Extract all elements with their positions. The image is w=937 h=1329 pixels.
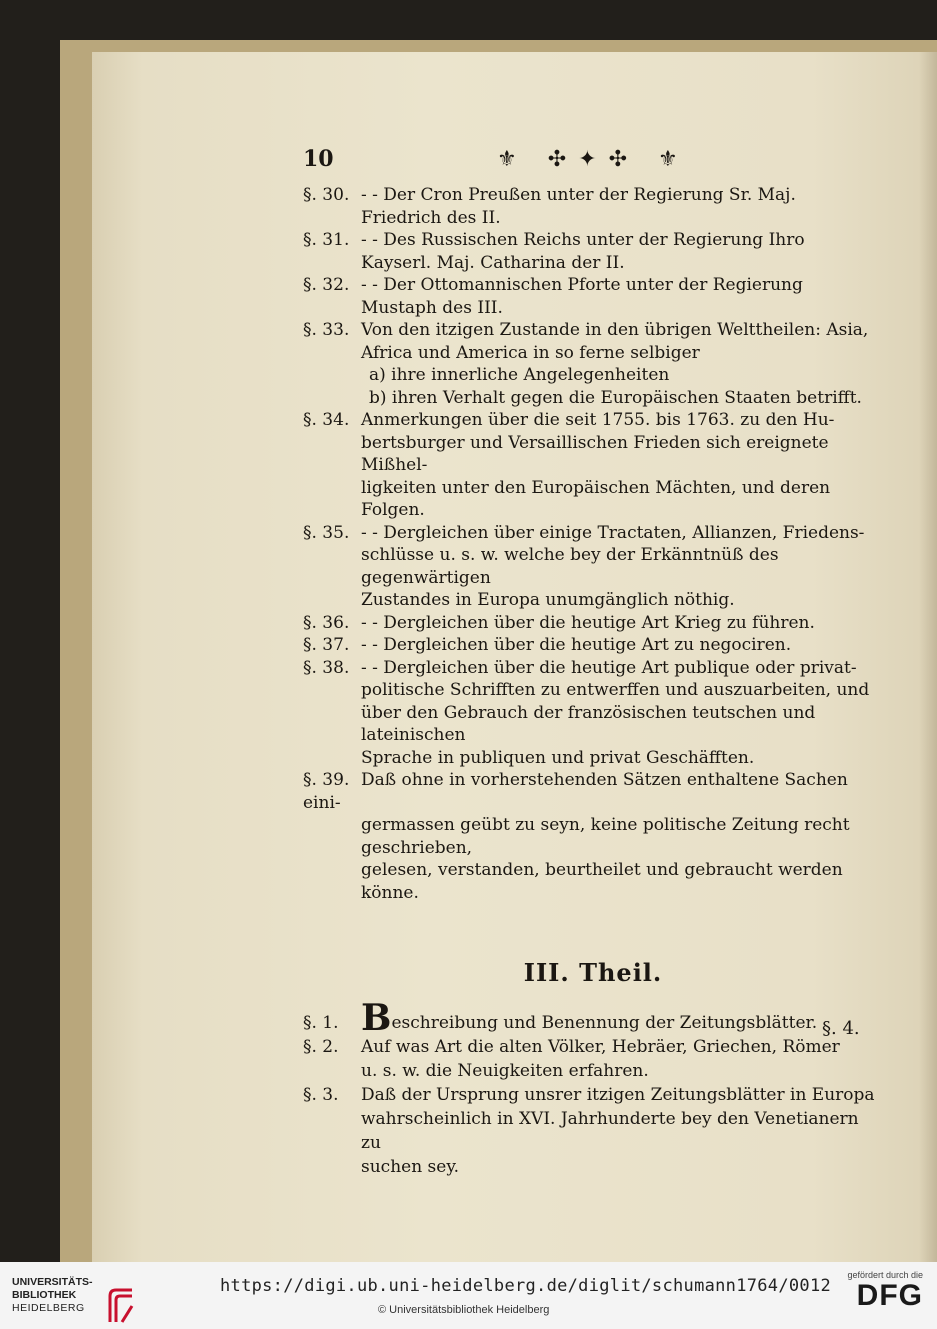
section-text: Anmerkungen über die seit 1755. bis 1763. zu den Hu- bbox=[361, 410, 835, 430]
section-continuation: Zustandes in Europa unumgänglich nöthig. bbox=[361, 590, 735, 610]
section-text: Daß der Ursprung unsrer itzigen Zeitungsblätter in Europa bbox=[361, 1085, 875, 1105]
section-text: - - Dergleichen über die heutige Art zu negociren. bbox=[361, 635, 792, 655]
section-continuation: germassen geübt zu seyn, keine politische Zeitung recht geschrieben, bbox=[361, 815, 850, 858]
section-number: §. 31. bbox=[303, 230, 350, 250]
drop-cap: B bbox=[361, 997, 392, 1039]
section-text: - - Dergleichen über einige Tractaten, Allianzen, Friedens- bbox=[361, 522, 865, 543]
section-text: - - Der Ottomannischen Pforte unter der Regierung bbox=[361, 275, 803, 295]
section-continuation: wahrscheinlich in XVI. Jahrhunderte bey den Venetianern zu bbox=[361, 1109, 859, 1153]
section-number: §. 2. bbox=[303, 1037, 339, 1057]
section-continuation: über den Gebrauch der französischen teutschen und lateinischen bbox=[361, 702, 816, 745]
section-continuation: Mustaph des III. bbox=[361, 297, 503, 318]
page-text bbox=[303, 140, 883, 1179]
page-header bbox=[303, 140, 883, 178]
page-number: 10 bbox=[303, 146, 334, 172]
section-continuation: suchen sey. bbox=[361, 1157, 460, 1177]
section-number: §. 1. bbox=[303, 1013, 339, 1033]
section-text: - - Dergleichen über die heutige Art publique oder privat- bbox=[361, 657, 857, 678]
section-entry bbox=[303, 274, 883, 319]
ornament-icon: ⚜ ✣✦✣ ⚜ bbox=[497, 146, 690, 172]
section-list bbox=[303, 184, 883, 904]
page-edge-shadow bbox=[919, 52, 937, 1262]
section-number: §. 39. bbox=[303, 770, 350, 790]
library-logo[interactable] bbox=[12, 1276, 132, 1320]
section-text: Auf was Art die alten Völker, Hebräer, Griechen, Römer bbox=[361, 1037, 840, 1057]
sponsor-block[interactable] bbox=[831, 1270, 923, 1312]
section-continuation: Africa und America in so ferne selbiger bbox=[361, 342, 700, 363]
section-text: - - Des Russischen Reichs unter der Regierung Ihro bbox=[361, 230, 805, 250]
section-number: §. 37. bbox=[303, 635, 350, 655]
section-number: §. 34. bbox=[303, 410, 350, 430]
viewer-footer bbox=[0, 1262, 937, 1329]
section-entry bbox=[303, 409, 883, 522]
part-section-list bbox=[303, 997, 883, 1179]
section-entry bbox=[303, 1035, 883, 1083]
subsection-b: b) ihren Verhalt gegen die Europäischen Staaten betrifft. bbox=[369, 387, 862, 408]
section-entry bbox=[303, 184, 883, 229]
section-number: §. 36. bbox=[303, 612, 350, 633]
permalink-url[interactable]: https://digi.ub.uni-heidelberg.de/diglit/schumann1764/0012 bbox=[220, 1276, 832, 1296]
section-continuation: schlüsse u. s. w. welche bey der Erkänntnüß des gegenwärtigen bbox=[361, 545, 779, 588]
section-continuation: Friedrich des II. bbox=[361, 207, 501, 228]
logo-line-3: HEIDELBERG bbox=[12, 1302, 85, 1314]
section-entry bbox=[303, 522, 883, 612]
section-number: §. 3. bbox=[303, 1085, 339, 1105]
dfg-logo: DFG bbox=[856, 1279, 923, 1312]
copyright-notice: © Universitätsbibliothek Heidelberg bbox=[378, 1304, 550, 1316]
section-continuation: politische Schrifften zu entwerffen und auszuarbeiten, und bbox=[361, 680, 870, 700]
section-entry bbox=[303, 319, 883, 364]
section-number: §. 35. bbox=[303, 522, 350, 543]
section-number: §. 30. bbox=[303, 185, 350, 205]
subsection-a: a) ihre innerliche Angelegenheiten bbox=[369, 365, 670, 385]
section-continuation: gelesen, verstanden, beurtheilet und gebraucht werden könne. bbox=[361, 860, 843, 903]
part-heading: III. Theil. bbox=[523, 958, 663, 987]
section-continuation: Sprache in publiquen und privat Geschäfften. bbox=[361, 747, 755, 768]
section-text: Daß ohne in vorherstehenden Sätzen enthaltene Sachen eini- bbox=[303, 770, 848, 813]
section-number: §. 38. bbox=[303, 657, 350, 678]
section-entry bbox=[303, 657, 883, 770]
section-number: §. 32. bbox=[303, 275, 350, 295]
section-text: Von den itzigen Zustande in den übrigen Welttheilen: Asia, bbox=[361, 320, 869, 340]
section-text: - - Der Cron Preußen unter der Regierung Sr. Maj. bbox=[361, 185, 796, 205]
section-entry bbox=[303, 997, 883, 1039]
catchword: §. 4. bbox=[822, 1018, 860, 1039]
section-entry bbox=[303, 612, 883, 635]
section-entry bbox=[303, 634, 883, 657]
section-text: eschreibung und Benennung der Zeitungsblätter. bbox=[391, 1013, 818, 1033]
section-continuation: u. s. w. die Neuigkeiten erfahren. bbox=[361, 1061, 649, 1081]
section-number: §. 33. bbox=[303, 320, 350, 340]
section-entry bbox=[303, 229, 883, 274]
section-entry bbox=[303, 769, 883, 904]
section-entry bbox=[303, 1083, 883, 1179]
section-continuation: Kayserl. Maj. Catharina der II. bbox=[361, 252, 625, 273]
section-continuation: ligkeiten unter den Europäischen Mächten, und deren Folgen. bbox=[361, 477, 831, 520]
sponsor-label: gefördert durch die bbox=[847, 1270, 923, 1280]
section-text: - - Dergleichen über die heutige Art Krieg zu führen. bbox=[361, 612, 815, 633]
section-continuation: bertsburger und Versaillischen Frieden sich ereignete Mißhel- bbox=[361, 432, 829, 475]
logo-line-2: BIBLIOTHEK bbox=[12, 1289, 77, 1301]
logo-line-1: UNIVERSITÄTS- bbox=[12, 1276, 93, 1288]
library-logo-icon bbox=[106, 1286, 136, 1326]
